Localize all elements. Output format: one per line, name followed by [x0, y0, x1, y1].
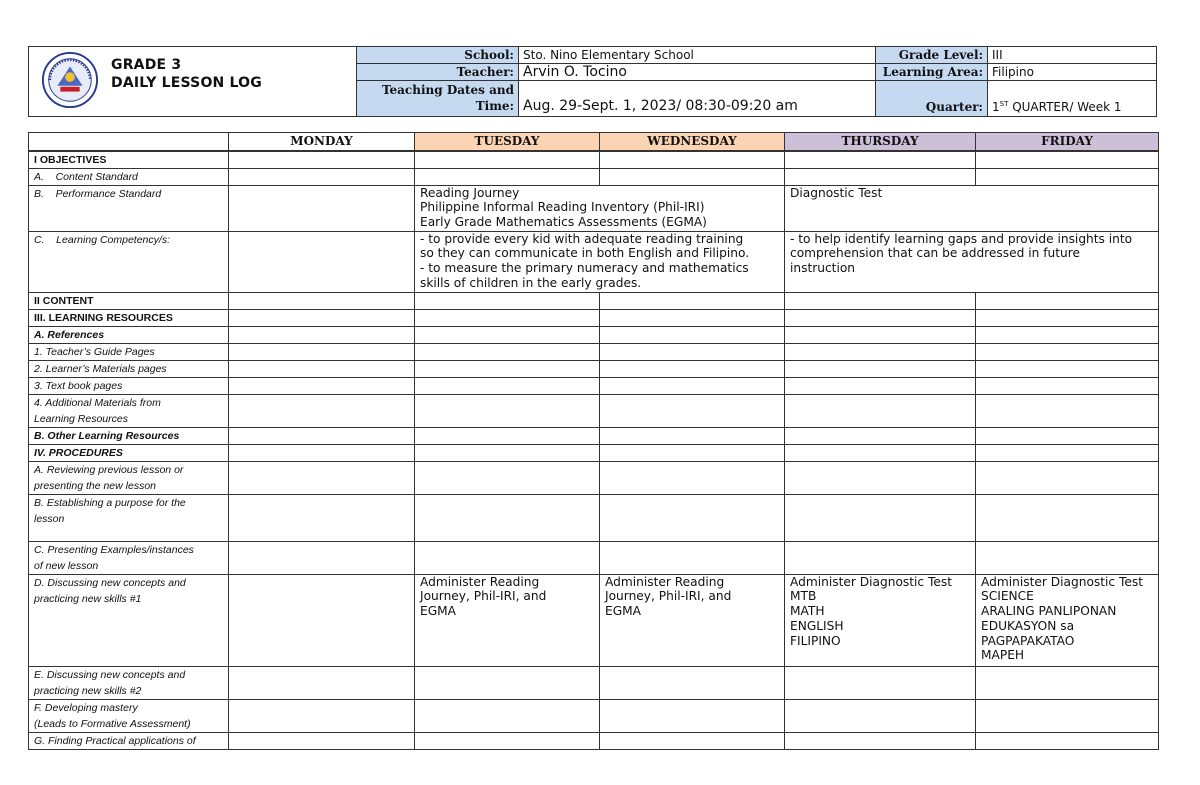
cell — [785, 343, 976, 360]
row-label-reviewing — [29, 461, 229, 494]
cell — [415, 427, 600, 444]
row-label-objectives: I OBJECTIVES — [29, 151, 229, 169]
cell — [229, 732, 415, 749]
day-header-row — [29, 133, 1159, 151]
cell — [600, 360, 785, 377]
row-label-resources: III. LEARNING RESOURCES — [29, 309, 229, 326]
cell-line: Administer Reading — [420, 574, 540, 589]
cell — [976, 168, 1159, 185]
row-label-competency — [29, 231, 229, 292]
cell — [229, 360, 415, 377]
table-row — [29, 168, 1159, 185]
cell — [785, 292, 976, 309]
table-row — [29, 309, 1159, 326]
cell — [229, 231, 415, 292]
cell — [785, 326, 976, 343]
cell — [785, 394, 976, 427]
cell — [229, 666, 415, 699]
cell — [415, 326, 600, 343]
cell-line: EGMA — [605, 604, 641, 619]
cell-line: ENGLISH — [790, 618, 844, 633]
cell — [976, 427, 1159, 444]
cell-line: - to help identify learning gaps and provide insights into — [790, 231, 1133, 246]
table-row — [29, 444, 1159, 461]
cell — [229, 394, 415, 427]
cell — [229, 292, 415, 309]
cell — [785, 461, 976, 494]
cell — [600, 309, 785, 326]
cell — [976, 444, 1159, 461]
competency-tue-wed — [415, 231, 785, 292]
quarter-week: QUARTER/ Week 1 — [1008, 100, 1122, 114]
cell — [600, 394, 785, 427]
teaching-dates-value: Aug. 29-Sept. 1, 2023/ 08:30-09:20 am — [519, 81, 876, 117]
table-row — [29, 292, 1159, 309]
cell-line: Journey, Phil-IRI, and — [605, 589, 732, 604]
label-line: 4. Additional Materials from — [34, 396, 161, 409]
cell — [229, 494, 415, 541]
day-header-wednesday: WEDNESDAY — [600, 133, 785, 151]
row-label-other-resources: B. Other Learning Resources — [29, 427, 229, 444]
cell — [976, 394, 1159, 427]
title-grade: GRADE 3 — [111, 57, 182, 73]
cell — [785, 168, 976, 185]
teaching-dates-label: Teaching Dates and Time: — [357, 81, 519, 117]
day-header-thursday: THURSDAY — [785, 133, 976, 151]
cell-line: ARALING PANLIPONAN — [981, 604, 1117, 619]
row-label-performance-standard — [29, 185, 229, 231]
cell — [976, 461, 1159, 494]
table-row — [29, 394, 1159, 427]
cell-line: EDUKASYON sa — [981, 618, 1075, 633]
cell — [785, 666, 976, 699]
school-label: School: — [357, 47, 519, 64]
cell-line: so they can communicate in both English and Filipino. — [420, 246, 750, 261]
cell — [229, 699, 415, 732]
label-line: practicing new skills #2 — [34, 684, 142, 697]
document-title — [111, 56, 262, 92]
row-letter: B. — [34, 187, 44, 200]
learning-area-label: Learning Area: — [876, 64, 988, 81]
cell — [976, 494, 1159, 541]
row-label-purpose — [29, 494, 229, 541]
row-label-discussing-2 — [29, 666, 229, 699]
cell — [976, 541, 1159, 574]
cell — [976, 360, 1159, 377]
cell-line: MAPEH — [981, 648, 1025, 663]
cell — [415, 394, 600, 427]
discussing-wednesday — [600, 574, 785, 666]
cell — [600, 168, 785, 185]
row-label-teachers-guide: 1. Teacher’s Guide Pages — [29, 343, 229, 360]
cell — [976, 292, 1159, 309]
cell-line: instruction — [790, 261, 856, 276]
grade-level-value: III — [988, 47, 1157, 64]
table-row — [29, 666, 1159, 699]
cell — [229, 326, 415, 343]
cell — [600, 427, 785, 444]
cell — [785, 699, 976, 732]
row-text: Content Standard — [55, 170, 138, 183]
row-label-discussing-1 — [29, 574, 229, 666]
cell — [415, 461, 600, 494]
cell-line: MATH — [790, 604, 825, 619]
row-label-practical: G. Finding Practical applications of — [29, 732, 229, 749]
cell — [785, 309, 976, 326]
cell — [976, 326, 1159, 343]
cell — [600, 326, 785, 343]
cell — [229, 541, 415, 574]
cell — [415, 444, 600, 461]
row-letter: C. — [34, 233, 45, 246]
cell-line: Diagnostic Test — [790, 185, 883, 200]
header-info-table — [356, 46, 1157, 117]
deped-seal-icon — [41, 51, 99, 109]
discussing-friday — [976, 574, 1159, 666]
row-letter: A. — [34, 170, 44, 183]
cell-line: Administer Reading — [605, 574, 725, 589]
cell — [976, 309, 1159, 326]
cell-line: Philippine Informal Reading Inventory (Phil-IRI) — [420, 200, 705, 215]
table-row — [29, 494, 1159, 541]
cell — [600, 151, 785, 169]
label-line: practicing new skills #1 — [34, 592, 142, 605]
row-label-textbook: 3. Text book pages — [29, 377, 229, 394]
table-row — [29, 541, 1159, 574]
cell — [415, 377, 600, 394]
cell-line: MTB — [790, 589, 817, 604]
cell — [415, 168, 600, 185]
cell-line: skills of children in the early grades. — [420, 275, 642, 290]
table-row — [29, 699, 1159, 732]
table-row — [29, 343, 1159, 360]
cell-line: EGMA — [420, 604, 456, 619]
performance-standard-tue-wed — [415, 185, 785, 231]
row-label-content: II CONTENT — [29, 292, 229, 309]
lesson-log-table — [28, 132, 1159, 750]
table-row — [29, 732, 1159, 749]
cell — [415, 666, 600, 699]
cell — [229, 444, 415, 461]
table-row — [29, 427, 1159, 444]
label-line: of new lesson — [34, 559, 99, 572]
table-row — [29, 231, 1159, 292]
cell — [415, 699, 600, 732]
label-line: A. Reviewing previous lesson or — [34, 463, 184, 476]
day-header-friday: FRIDAY — [976, 133, 1159, 151]
corner-cell — [29, 133, 229, 151]
cell-line: Reading Journey — [420, 185, 520, 200]
grade-level-label: Grade Level: — [876, 47, 988, 64]
row-text: Learning Competency/s: — [56, 233, 170, 246]
cell-line: PAGPAPAKATAO — [981, 633, 1075, 648]
cell — [229, 377, 415, 394]
label-line: lesson — [34, 512, 65, 525]
cell — [785, 732, 976, 749]
quarter-number: 1 — [992, 100, 1000, 114]
cell — [785, 360, 976, 377]
cell — [229, 574, 415, 666]
cell — [415, 494, 600, 541]
row-label-presenting — [29, 541, 229, 574]
table-row — [29, 461, 1159, 494]
label-line: (Leads to Formative Assessment) — [34, 717, 191, 730]
teacher-label: Teacher: — [357, 64, 519, 81]
cell — [976, 666, 1159, 699]
day-header-tuesday: TUESDAY — [415, 133, 600, 151]
cell — [976, 343, 1159, 360]
cell — [785, 494, 976, 541]
quarter-value — [988, 81, 1157, 117]
cell — [415, 343, 600, 360]
cell — [600, 666, 785, 699]
table-row — [29, 377, 1159, 394]
cell — [785, 427, 976, 444]
cell — [415, 360, 600, 377]
cell-line: comprehension that can be addressed in future — [790, 246, 1080, 261]
table-row — [29, 151, 1159, 169]
cell — [600, 292, 785, 309]
table-row — [29, 360, 1159, 377]
label-line: B. Establishing a purpose for the — [34, 496, 186, 509]
cell — [600, 461, 785, 494]
cell — [415, 309, 600, 326]
label-line: Learning Resources — [34, 412, 128, 425]
title-log: DAILY LESSON LOG — [111, 75, 262, 91]
cell — [976, 732, 1159, 749]
cell — [976, 377, 1159, 394]
cell-line: FILIPINO — [790, 633, 841, 648]
label-line: presenting the new lesson — [34, 479, 156, 492]
cell-line: Journey, Phil-IRI, and — [420, 589, 547, 604]
cell — [415, 541, 600, 574]
row-text: Performance Standard — [55, 187, 162, 200]
label-line: F. Developing mastery — [34, 701, 138, 714]
cell — [229, 151, 415, 169]
cell-line: SCIENCE — [981, 589, 1034, 604]
row-label-learners-materials: 2. Learner’s Materials pages — [29, 360, 229, 377]
label-line: D. Discussing new concepts and — [34, 576, 186, 589]
cell-line: - to measure the primary numeracy and mathematics — [420, 261, 749, 276]
cell — [600, 541, 785, 574]
cell — [229, 185, 415, 231]
row-label-mastery — [29, 699, 229, 732]
cell — [600, 343, 785, 360]
cell — [415, 151, 600, 169]
discussing-thursday — [785, 574, 976, 666]
cell-line: Early Grade Mathematics Assessments (EGMA) — [420, 215, 707, 230]
cell — [229, 309, 415, 326]
cell — [785, 541, 976, 574]
quarter-suffix: ST — [999, 100, 1009, 108]
cell — [600, 444, 785, 461]
cell — [785, 377, 976, 394]
cell — [600, 377, 785, 394]
school-value: Sto. Nino Elementary School — [519, 47, 876, 64]
cell — [229, 427, 415, 444]
cell — [600, 494, 785, 541]
learning-area-value: Filipino — [988, 64, 1157, 81]
performance-standard-thu-fri — [785, 185, 1159, 231]
discussing-tuesday — [415, 574, 600, 666]
cell-line: Administer Diagnostic Test — [981, 574, 1143, 589]
label-line: E. Discussing new concepts and — [34, 668, 186, 681]
quarter-label: Quarter: — [876, 81, 988, 117]
label-line: C. Presenting Examples/instances — [34, 543, 194, 556]
cell — [415, 732, 600, 749]
cell — [415, 292, 600, 309]
cell — [785, 151, 976, 169]
cell — [600, 732, 785, 749]
cell — [976, 151, 1159, 169]
cell — [229, 168, 415, 185]
day-header-monday: MONDAY — [229, 133, 415, 151]
cell — [229, 343, 415, 360]
cell-line: Administer Diagnostic Test — [790, 574, 952, 589]
row-label-additional-materials — [29, 394, 229, 427]
teacher-value: Arvin O. Tocino — [519, 64, 876, 81]
table-row — [29, 185, 1159, 231]
cell — [229, 461, 415, 494]
row-label-procedures: IV. PROCEDURES — [29, 444, 229, 461]
table-row — [29, 574, 1159, 666]
cell-line: - to provide every kid with adequate reading training — [420, 231, 744, 246]
row-label-references: A. References — [29, 326, 229, 343]
competency-thu-fri — [785, 231, 1159, 292]
cell — [785, 444, 976, 461]
table-row — [29, 326, 1159, 343]
row-label-content-standard — [29, 168, 229, 185]
cell — [976, 699, 1159, 732]
cell — [600, 699, 785, 732]
